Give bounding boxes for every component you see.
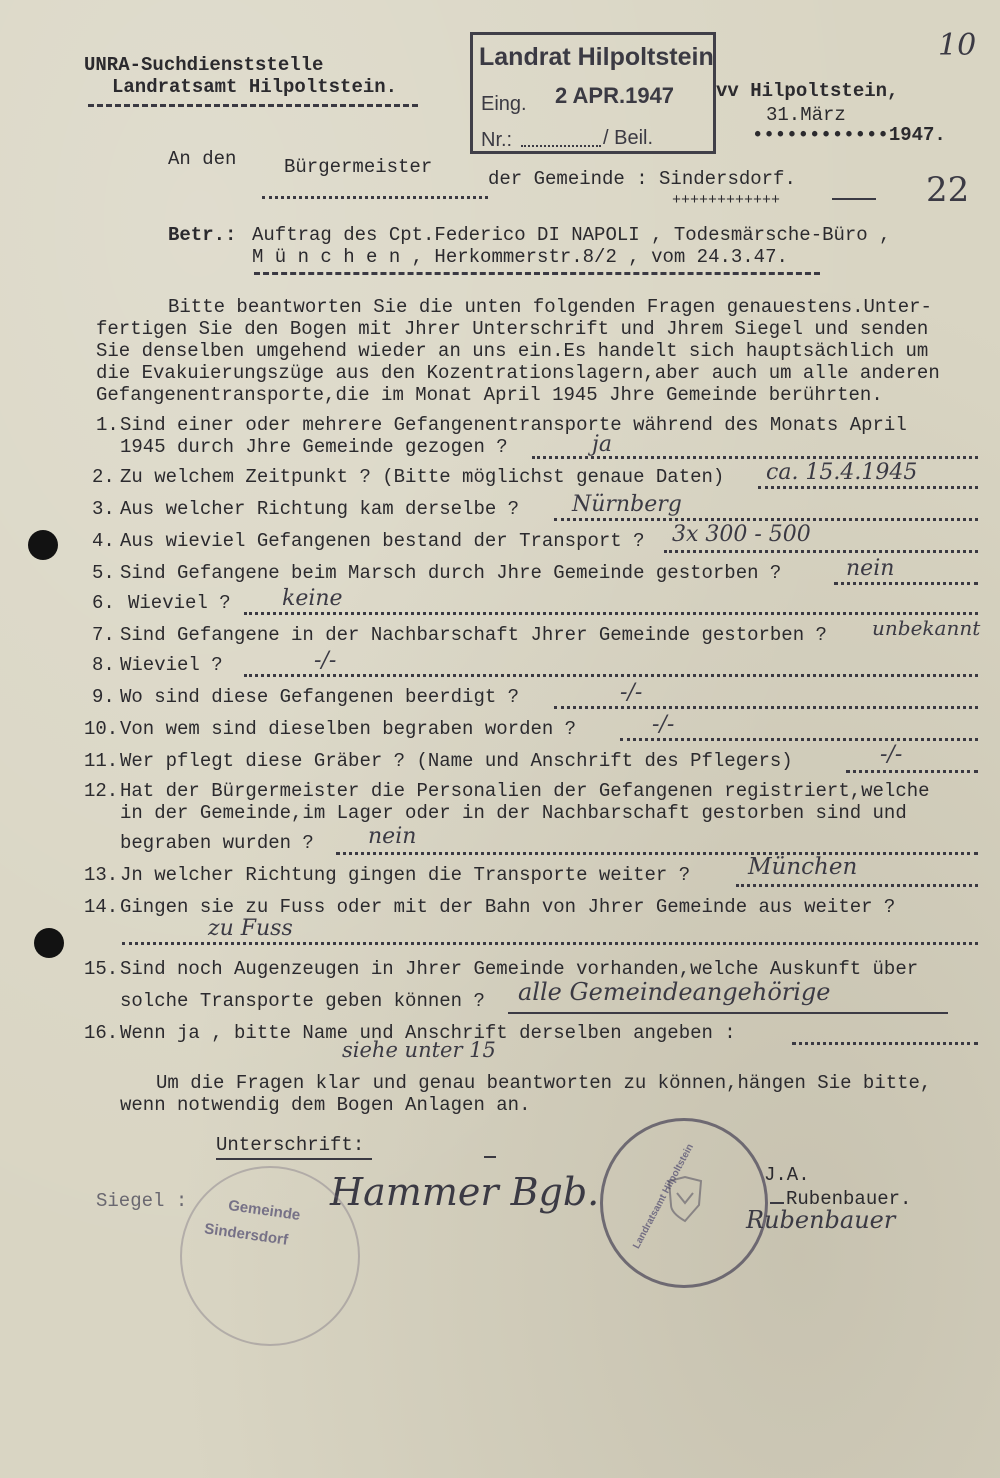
municipal-seal-line-1: Gemeinde [227, 1197, 302, 1224]
receipt-stamp [470, 32, 716, 154]
office-seal [600, 1118, 768, 1288]
question-12-text: Hat der Bürgermeister die Personalien der Gefangenen registriert,welche [120, 780, 930, 802]
answer-2-line [758, 486, 978, 489]
answer-16-line [792, 1042, 978, 1045]
question-12-text-2: in der Gemeinde,im Lager oder in der Nachbarschaft gestorben sind und [120, 802, 907, 824]
answer-3-line [554, 518, 978, 521]
question-2-num: 2. [92, 466, 115, 488]
question-1-text-2: 1945 durch Jhre Gemeinde gezogen ? [120, 436, 508, 458]
page-number: 10 [938, 28, 977, 63]
answer-12: nein [368, 824, 417, 849]
ref-dash [832, 198, 876, 200]
office-line-1: UNRA-Suchdienststelle [84, 54, 324, 76]
question-4-num: 4. [92, 530, 115, 552]
intro-line-4: die Evakuierungszüge aus den Kozentrationslagern,aber auch um alle anderen [96, 362, 940, 384]
header-underline [88, 104, 418, 107]
answer-1: ja [592, 432, 612, 457]
office-line-2: Landratsamt Hilpoltstein. [112, 76, 398, 98]
punch-hole-bottom [34, 928, 64, 958]
subject-label: Betr.: [168, 224, 237, 246]
receipt-nr-label: Nr.: [481, 129, 513, 151]
question-7-text: Sind Gefangene in der Nachbarschaft Jhrer Gemeinde gestorben ? [120, 624, 827, 646]
answer-6: keine [282, 586, 343, 611]
answer-3: Nürnberg [572, 492, 682, 517]
subject-line-2: M ü n c h e n , Herkommerstr.8/2 , vom 24.3.47. [252, 246, 788, 268]
answer-14: zu Fuss [208, 916, 293, 941]
closing-line-2: wenn notwendig dem Bogen Anlagen an. [120, 1094, 531, 1116]
office-seal-emblem-icon [665, 1175, 705, 1223]
question-14-text: Gingen sie zu Fuss oder mit der Bahn von Jhrer Gemeinde aus weiter ? [120, 896, 896, 918]
municipality: der Gemeinde : Sindersdorf. [488, 168, 796, 190]
official-signature: Rubenbauer [746, 1206, 896, 1234]
question-9-num: 9. [92, 686, 115, 708]
answer-9: -/- [620, 680, 643, 705]
mayor-signature: Hammer Bgb. [330, 1170, 600, 1214]
subject-line-1: Auftrag des Cpt.Federico DI NAPOLI , Todesmärsche-Büro , [252, 224, 891, 246]
recipient-dots [262, 196, 488, 199]
receipt-stamp-title: Landrat Hilpoltstein [479, 43, 714, 71]
answer-10: -/- [652, 712, 675, 737]
ref-number: 22 [926, 170, 970, 210]
question-4-text: Aus wieviel Gefangenen bestand der Transport ? [120, 530, 645, 552]
answer-10-line [620, 738, 978, 741]
question-10-text: Von wem sind dieselben begraben worden ? [120, 718, 577, 740]
signature-label-underline [216, 1158, 372, 1160]
signature-label: Unterschrift: [216, 1134, 365, 1156]
question-5-num: 5. [92, 562, 115, 584]
question-8-text: Wieviel ? [120, 654, 223, 676]
municipal-seal-line-2: Sindersdorf [203, 1220, 289, 1249]
siegel-label: Siegel : [96, 1190, 188, 1212]
closing-line-1: Um die Fragen klar und genau beantworten zu können,hängen Sie bitte, [156, 1072, 932, 1094]
intro-line-3: Sie denselben umgehend wieder an uns ein.Es handelt sich hauptsächlich um [96, 340, 929, 362]
municipality-underline: ++++++++++++ [672, 192, 781, 209]
place-text: Hilpoltstein, [750, 80, 899, 102]
receipt-beil-label: / Beil. [603, 127, 654, 149]
question-7-num: 7. [92, 624, 115, 646]
question-11-text: Wer pflegt diese Gräber ? (Name und Anschrift des Pflegers) [120, 750, 793, 772]
answer-14-line [122, 942, 978, 945]
question-16-text: Wenn ja , bitte Name und Anschrift derselben angeben : [120, 1022, 736, 1044]
place: vv Hilpoltstein, [716, 80, 899, 102]
answer-9-line [554, 706, 978, 709]
answer-5-line [834, 582, 978, 585]
official-name: Rubenbauer. [786, 1188, 912, 1210]
receipt-eing-date: 2 APR.1947 [555, 83, 675, 108]
answer-2: ca. 15.4.1945 [766, 460, 918, 485]
question-6-num: 6. [92, 592, 115, 614]
question-16-num: 16. [84, 1022, 119, 1044]
question-15-num: 15. [84, 958, 119, 980]
answer-8-line [244, 674, 978, 677]
question-13-text: Jn welcher Richtung gingen die Transporte weiter ? [120, 864, 691, 886]
question-3-num: 3. [92, 498, 115, 520]
answer-15-underline [508, 1012, 948, 1014]
intro-line-5: Gefangenentransporte,die im Monat April 1945 Jhre Gemeinde berührten. [96, 384, 883, 406]
question-8-num: 8. [92, 654, 115, 676]
recipient: Bürgermeister [284, 156, 433, 178]
question-15-text-2: solche Transporte geben können ? [120, 990, 485, 1012]
question-6-text: Wieviel ? [128, 592, 231, 614]
question-10-num: 10. [84, 718, 119, 740]
answer-15: alle Gemeindeangehörige [518, 978, 831, 1006]
official-name-dash [770, 1202, 784, 1204]
date-year: 1947. [888, 124, 946, 146]
receipt-nr-dots [521, 145, 601, 147]
an-den: An den [168, 148, 237, 170]
question-14-num: 14. [84, 896, 119, 918]
question-15-text: Sind noch Augenzeugen in Jhrer Gemeinde vorhanden,welche Auskunft über [120, 958, 919, 980]
municipal-seal [180, 1166, 360, 1346]
answer-8: -/- [314, 648, 337, 673]
answer-5: nein [846, 556, 895, 581]
intro-line-1: Bitte beantworten Sie die unten folgenden Fragen genauestens.Unter- [168, 296, 932, 318]
intro-line-2: fertigen Sie den Bogen mit Jhrer Unterschrift und Jhrem Siegel und senden [96, 318, 929, 340]
ja-line: J.A. [764, 1164, 810, 1186]
receipt-eing-label: Eing. [481, 93, 527, 115]
answer-11-line [846, 770, 978, 773]
question-2-text: Zu welchem Zeitpunkt ? (Bitte möglichst genaue Daten) [120, 466, 725, 488]
answer-16: siehe unter 15 [342, 1038, 496, 1062]
answer-11: -/- [880, 742, 903, 767]
subject-underline [254, 272, 820, 275]
question-13-num: 13. [84, 864, 119, 886]
answer-6-line [244, 612, 978, 615]
question-12-text-3: begraben wurden ? [120, 832, 314, 854]
question-3-text: Aus welcher Richtung kam derselbe ? [120, 498, 520, 520]
question-1-num: 1. [96, 414, 119, 436]
question-11-num: 11. [84, 750, 119, 772]
office-seal-ring: Landratsamt Hilpoltstein [631, 1142, 697, 1251]
question-12-num: 12. [84, 780, 119, 802]
answer-12-line [336, 852, 978, 855]
answer-13-line [736, 884, 978, 887]
answer-13: München [748, 854, 858, 880]
answer-4-line [664, 550, 978, 553]
question-9-text: Wo sind diese Gefangenen beerdigt ? [120, 686, 520, 708]
answer-4: 3x 300 - 500 [672, 522, 811, 547]
punch-hole-top [28, 530, 58, 560]
signature-dash [484, 1156, 496, 1158]
question-1-text: Sind einer oder mehrere Gefangenentransporte während des Monats April [120, 414, 907, 436]
question-5-text: Sind Gefangene beim Marsch durch Jhre Gemeinde gestorben ? [120, 562, 782, 584]
answer-7: unbekannt [872, 616, 981, 640]
date-day: 31.März [766, 104, 846, 126]
date-year-line: ••••••••••••1947. [752, 124, 946, 146]
